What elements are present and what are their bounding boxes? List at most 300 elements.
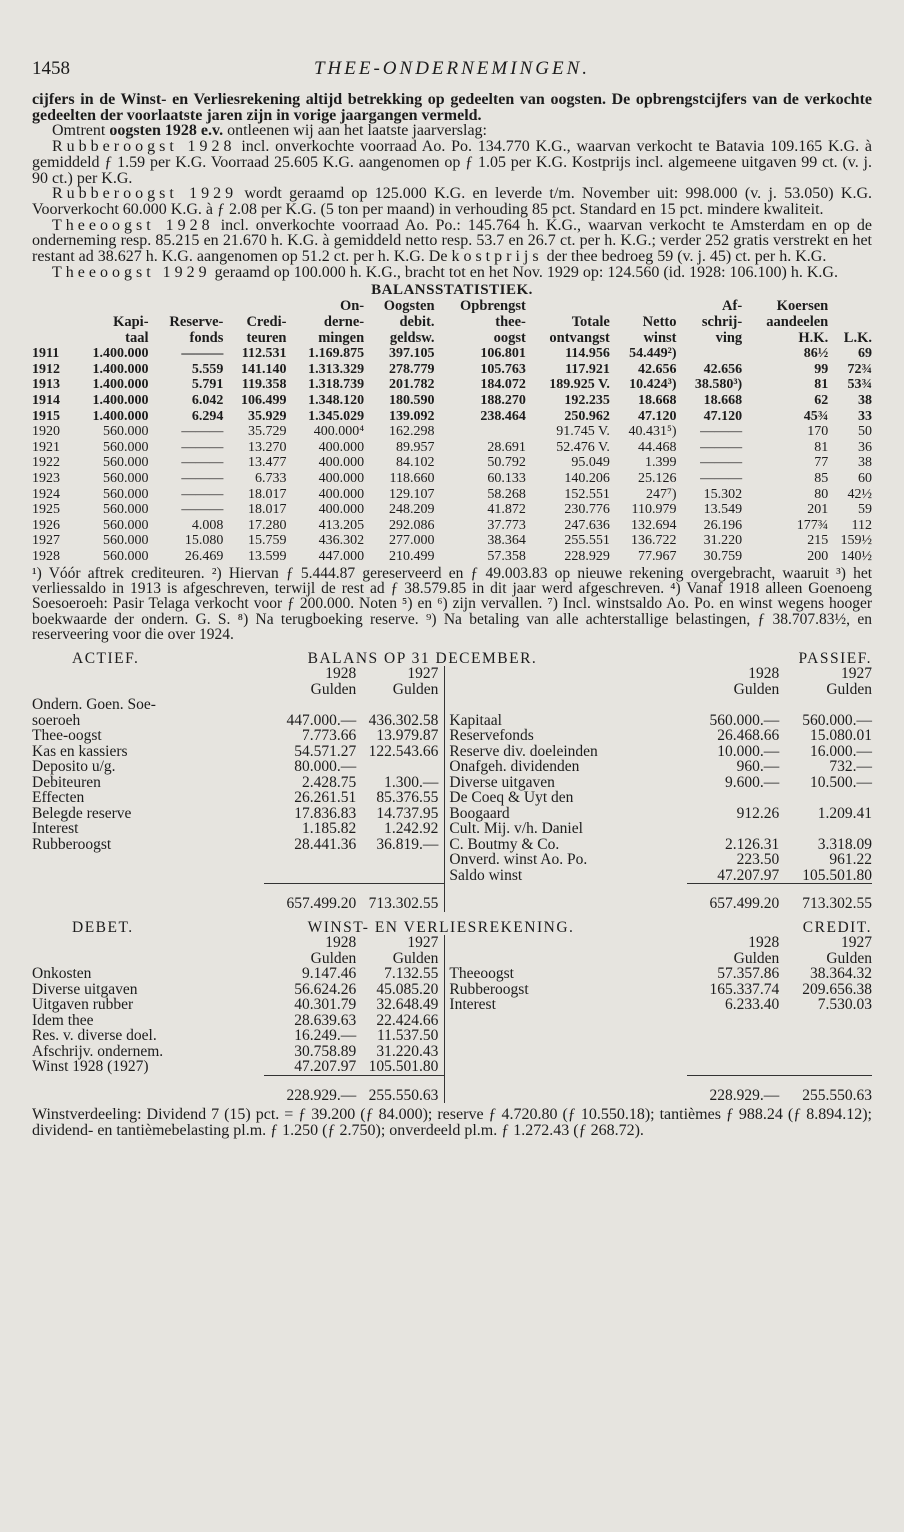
table-cell: 47.120 bbox=[703, 408, 743, 424]
account-label: Kas en kassiers bbox=[32, 742, 128, 760]
table-cell: 278.779 bbox=[389, 361, 435, 377]
table-row bbox=[32, 821, 872, 837]
stats-header-row bbox=[32, 299, 872, 315]
balansstatistiek-table bbox=[32, 299, 872, 564]
oogsten-heading: oogsten 1928 e.v. bbox=[109, 122, 224, 140]
amount-cell bbox=[356, 697, 445, 713]
table-cell: 47.120 bbox=[637, 408, 677, 424]
table-cell: 99 bbox=[814, 361, 829, 377]
table-cell: 10.424³) bbox=[629, 377, 677, 393]
amount-cell: 1.300.— bbox=[356, 775, 445, 791]
table-row bbox=[32, 1059, 872, 1075]
amount-cell: 960.— bbox=[736, 758, 780, 776]
balans-total-1927-actief: 713.302.55 bbox=[356, 884, 445, 912]
amount-cell: 1.185.82 bbox=[302, 820, 357, 838]
year-cell: 1926 bbox=[32, 517, 60, 533]
table-cell: 188.270 bbox=[480, 393, 526, 408]
table-cell: 42½ bbox=[847, 486, 872, 502]
account-label bbox=[445, 697, 687, 713]
amount-cell: 7.530.03 bbox=[817, 996, 872, 1014]
table-row bbox=[32, 518, 872, 534]
table-cell: 170 bbox=[807, 424, 829, 440]
amount-cell: 14.737.95 bbox=[356, 806, 445, 822]
account-label: Deposito u/g. bbox=[32, 758, 116, 776]
table-row bbox=[32, 790, 872, 806]
table-row bbox=[32, 393, 872, 409]
table-cell: 15.080 bbox=[184, 533, 224, 549]
column-header: Kapi- bbox=[113, 314, 149, 331]
column-header bbox=[828, 299, 872, 315]
amount-cell: 1.209.41 bbox=[817, 804, 872, 822]
amount-cell: 17.836.83 bbox=[294, 804, 357, 822]
table-cell: 152.551 bbox=[564, 486, 610, 502]
account-label: Ondern. Goen. Soe- bbox=[32, 696, 156, 714]
amount-cell: 10.500.— bbox=[810, 773, 872, 791]
winst-verlies-title: WINST- EN VERLIESREKENING. bbox=[307, 918, 575, 936]
paragraph-rubber-1929: Rubberoogst 1929 wordt geraamd op 125.000 K.G. en leverde t/m. November uit: 998.000 (v. j. 53.050) K.G. Voorverkocht 60.000 K.G. à ƒ 2.08 per K.G. (5 ton per maand) in verhouding 85 pct. Standard en 15 pct. mindere kwaliteit. bbox=[32, 185, 872, 218]
table-cell: 6.294 bbox=[191, 408, 224, 424]
wv-total-1928-debet: 228.929.— bbox=[264, 1075, 357, 1103]
column-header: winst bbox=[643, 329, 677, 346]
table-cell: 400.000 bbox=[318, 502, 365, 518]
table-cell: ——— bbox=[181, 424, 224, 440]
table-row bbox=[32, 982, 872, 998]
account-label: Diverse uitgaven bbox=[449, 773, 555, 791]
passief-title: PASSIEF. bbox=[798, 649, 872, 667]
amount-cell: 32.648.49 bbox=[356, 997, 445, 1013]
table-cell: 28.691 bbox=[487, 439, 526, 455]
amount-cell: 57.357.86 bbox=[717, 965, 780, 983]
table-cell: 106.801 bbox=[480, 346, 526, 362]
table-cell: 215 bbox=[807, 533, 829, 549]
debet-title: DEBET. bbox=[72, 918, 134, 936]
amount-cell: 165.337.74 bbox=[709, 980, 780, 998]
table-cell: 58.268 bbox=[487, 486, 526, 502]
table-row bbox=[32, 744, 872, 760]
amount-cell: 3.318.09 bbox=[817, 835, 872, 853]
table-cell: 13.599 bbox=[247, 548, 287, 564]
amount-cell: 105.501.80 bbox=[356, 1059, 445, 1075]
table-cell: 77.967 bbox=[637, 548, 677, 564]
table-cell: 114.956 bbox=[565, 346, 610, 362]
table-cell: 201 bbox=[807, 502, 829, 518]
amount-cell: 85.376.55 bbox=[356, 790, 445, 806]
table-cell: 112.531 bbox=[241, 346, 287, 362]
table-cell: 136.722 bbox=[630, 533, 677, 549]
table-cell: 250.962 bbox=[564, 408, 610, 424]
table-cell: 1.400.000 bbox=[92, 377, 149, 393]
table-cell: 95.049 bbox=[571, 455, 610, 471]
table-cell: 560.000 bbox=[103, 533, 149, 549]
column-header: aandeelen bbox=[766, 314, 829, 331]
column-header: Af- bbox=[722, 298, 743, 315]
table-cell: 81 bbox=[814, 439, 829, 455]
column-header: Oogsten bbox=[383, 298, 435, 315]
table-cell: 1.400.000 bbox=[92, 408, 149, 424]
table-cell: 277.000 bbox=[389, 533, 435, 549]
paragraph-rubber-1928: Rubberoogst 1928 incl. onverkochte voorraad Ao. Po. 134.770 K.G., waarvan verkocht te Batavia 109.165 K.G. à gemiddeld ƒ 1.59 per K.G. Voorraad 25.605 K.G. aangenomen op ƒ 1.05 per K.G. Kostprijs incl. algemeene uitgaven 99 ct. (v. j. 90 ct.) per K.G. bbox=[32, 138, 872, 187]
account-label: Effecten bbox=[32, 789, 85, 807]
stats-header-row bbox=[32, 315, 872, 331]
table-row bbox=[32, 471, 872, 487]
table-cell: 560.000 bbox=[103, 548, 149, 564]
column-header: Opbrengst bbox=[460, 298, 526, 315]
column-header: ontvangst bbox=[549, 329, 610, 346]
table-cell: ——— bbox=[181, 486, 224, 502]
table-cell: 44.468 bbox=[637, 439, 677, 455]
amount-cell: 2.126.31 bbox=[725, 835, 780, 853]
footnotes: ¹) Vóór aftrek crediteuren. ²) Hiervan ƒ 5.444.87 gereserveerd en ƒ 49.003.83 op nieuwe rekening overgebracht, waaruit ³) het verliessaldo in 1913 is afgeschreven, terwijl de rest ad ƒ 38.579.85 in dit jaar werd afgeschreven. ⁴) Vanaf 1918 alleen Goenoeng Soesoeroeh: Pasir Telaga verkocht voor ƒ 200.000. Noten ⁵) en ⁶) zijn vervallen. ⁷) Incl. winstsaldo Ao. Po. en winst wegens hooger boekwaarde der ondern. G. S. ⁸) Na terugboeking reserve. ⁹) Na betaling van alle achterstallige belastingen, ƒ 38.707.83½, en reserveering voor die over 1924. bbox=[32, 564, 872, 644]
year-cell: 1911 bbox=[32, 346, 60, 362]
intro-paragraph: cijfers in de Winst- en Verliesrekening altijd betrekking op gedeelten van oogsten. De opbrengstcijfers van de verkochte gedeelten der voorlaatste jaren zijn in vorige jaargangen vermeld. bbox=[32, 91, 872, 124]
amount-cell: 31.220.43 bbox=[356, 1044, 445, 1060]
table-cell: 184.072 bbox=[480, 377, 526, 393]
table-cell: 38.580³) bbox=[694, 377, 743, 393]
table-cell: 560.000 bbox=[103, 439, 149, 455]
column-header: L.K. bbox=[843, 329, 872, 346]
table-cell: 50 bbox=[858, 424, 872, 440]
account-label: Rubberoogst bbox=[449, 980, 529, 998]
amount-cell: 38.364.32 bbox=[810, 965, 872, 983]
table-cell: 40.431⁵) bbox=[628, 424, 677, 440]
table-row bbox=[32, 455, 872, 471]
column-header: thee- bbox=[495, 314, 526, 331]
column-header bbox=[71, 299, 149, 315]
amount-cell: 13.979.87 bbox=[356, 728, 445, 744]
amount-cell: 2.428.75 bbox=[302, 773, 357, 791]
page-number: 1458 bbox=[32, 58, 70, 79]
column-header: schrij- bbox=[701, 314, 743, 331]
year-cell: 1913 bbox=[32, 377, 60, 393]
column-header: Koersen bbox=[776, 298, 829, 315]
amount-cell: 54.571.27 bbox=[294, 742, 357, 760]
year-cell: 1921 bbox=[32, 439, 60, 455]
table-cell: 201.782 bbox=[389, 377, 435, 393]
table-cell: 117.921 bbox=[565, 361, 610, 377]
table-cell: ——— bbox=[181, 470, 224, 486]
amount-cell: 436.302.58 bbox=[356, 713, 445, 729]
paragraph-oogsten: Omtrent oogsten 1928 e.v. ontleenen wij aan het laatste jaarverslag: bbox=[52, 122, 487, 140]
account-label: Winst 1928 (1927) bbox=[32, 1058, 149, 1076]
amount-cell: 7.773.66 bbox=[302, 727, 357, 745]
table-cell: ——— bbox=[181, 346, 224, 362]
table-cell: 4.008 bbox=[191, 517, 224, 533]
table-cell: 141.140 bbox=[240, 361, 287, 377]
account-label: Theeoogst bbox=[449, 965, 514, 983]
table-cell: 162.298 bbox=[389, 424, 435, 440]
table-cell: 105.763 bbox=[480, 361, 526, 377]
table-cell bbox=[435, 424, 526, 440]
amount-cell: 912.26 bbox=[736, 804, 780, 822]
table-row bbox=[32, 837, 872, 853]
table-cell: 18.017 bbox=[247, 486, 287, 502]
amount-cell: 1.242.92 bbox=[356, 821, 445, 837]
year-cell: 1920 bbox=[32, 424, 60, 440]
table-cell: 255.551 bbox=[564, 533, 610, 549]
table-cell: 26.469 bbox=[184, 548, 224, 564]
column-header bbox=[610, 299, 677, 315]
table-cell: 5.791 bbox=[191, 377, 224, 393]
table-cell: 37.773 bbox=[487, 517, 526, 533]
table-row bbox=[32, 806, 872, 822]
account-label: Reservefonds bbox=[449, 727, 534, 745]
amount-cell: 16.249.— bbox=[294, 1027, 357, 1045]
table-cell: 25.126 bbox=[637, 470, 677, 486]
column-header: Netto bbox=[642, 314, 677, 331]
amount-cell: 30.758.89 bbox=[294, 1042, 357, 1060]
year-cell: 1927 bbox=[32, 533, 60, 549]
amount-cell: 6.233.40 bbox=[725, 996, 780, 1014]
table-cell: 560.000 bbox=[103, 486, 149, 502]
table-cell: ——— bbox=[700, 470, 743, 486]
table-cell: 41.872 bbox=[487, 502, 526, 518]
column-header: geldsw. bbox=[389, 329, 435, 346]
table-cell: 560.000 bbox=[103, 470, 149, 486]
column-header: teuren bbox=[246, 329, 287, 346]
table-cell: 1.313.329 bbox=[308, 361, 365, 377]
table-cell: 60 bbox=[858, 470, 872, 486]
table-cell: 26.196 bbox=[703, 517, 743, 533]
account-label: Cult. Mij. v/h. Daniel bbox=[449, 820, 583, 838]
table-row bbox=[32, 549, 872, 565]
table-cell: 1.348.120 bbox=[308, 393, 365, 408]
account-label: soeroeh bbox=[32, 711, 81, 729]
table-cell: 1.400.000 bbox=[92, 361, 149, 377]
amount-cell: 7.132.55 bbox=[356, 966, 445, 982]
table-cell: 38 bbox=[858, 393, 872, 408]
table-cell: 560.000 bbox=[103, 502, 149, 518]
table-cell: 159½ bbox=[840, 533, 872, 549]
column-header: taal bbox=[125, 329, 149, 346]
balans-total-1927-passief: 713.302.55 bbox=[779, 884, 872, 912]
paragraph-thee-1928: Theeoogst 1928 incl. onverkochte voorraad Ao. Po.: 145.764 h. K.G., waarvan verkocht te Amsterdam en op de onderneming resp. 85.215 en 21.670 h. K.G. à gemiddeld netto resp. 53.7 en 26.7 ct. per h. K.G.; verder 252 gratis verstrekt en het restant ad 38.627 h. K.G. aangenomen op 51.2 ct. per h. K.G. De kostprijs der thee bedroeg 59 (v. j. 45) ct. per h. K.G. bbox=[32, 216, 872, 266]
table-cell: 247⁷) bbox=[645, 486, 677, 502]
amount-cell: 26.261.51 bbox=[294, 789, 357, 807]
table-cell: 35.729 bbox=[247, 424, 287, 440]
amount-cell bbox=[687, 790, 780, 806]
year-cell: 1914 bbox=[32, 393, 60, 408]
amount-cell: 15.080.01 bbox=[810, 727, 872, 745]
account-label: Res. v. diverse doel. bbox=[32, 1027, 157, 1045]
account-label: Belegde reserve bbox=[32, 804, 132, 822]
actief-title: ACTIEF. bbox=[72, 649, 140, 667]
account-label: Debiteuren bbox=[32, 773, 101, 791]
amount-cell: 16.000.— bbox=[810, 742, 872, 760]
table-row bbox=[32, 502, 872, 518]
winst-verlies-table: DEBET. WINST- EN VERLIESREKENING. CREDIT. 1928 1927 1928 1927 Gulden Gulden Gulden Gulden Onkosten 9.147.46 7.132.55 Theeoogst 57.357.86 38.364.32 Diverse uitgaven 56.624.26 45.085.20 Rubberoogst 165.337.74 209.656.38 Uitgaven rubber 40.301.79 32.648.49 Interest 6.233.40 7.530.03 Idem thee 28.639.63 22.424.66 Res. v. diverse doel. 16.249.— 11.537.50 Afschrijv. ondernem. 30.758.89 31.220.43 Winst 1928 (1927) 47.207.97 105.501.80 228.929.— 255.550.63 228.929.— 255.550.63 bbox=[32, 918, 872, 1104]
table-cell: 436.302 bbox=[318, 533, 365, 549]
table-cell: 80 bbox=[814, 486, 829, 502]
table-cell: 52.476 V. bbox=[556, 439, 610, 455]
account-label: C. Boutmy & Co. bbox=[449, 835, 560, 853]
table-cell: 89.957 bbox=[396, 439, 435, 455]
table-row bbox=[32, 1013, 872, 1029]
account-label: Afschrijv. ondernem. bbox=[32, 1042, 164, 1060]
year-cell: 1928 bbox=[32, 548, 60, 564]
table-cell: 38 bbox=[858, 455, 872, 471]
table-cell: 81 bbox=[814, 377, 829, 393]
account-label: Kapitaal bbox=[449, 711, 502, 729]
table-cell: 42.656 bbox=[703, 361, 743, 377]
account-label: Interest bbox=[449, 996, 496, 1014]
table-cell: ——— bbox=[700, 455, 743, 471]
column-header: fonds bbox=[189, 329, 224, 346]
account-label: Saldo winst bbox=[449, 866, 523, 884]
table-cell: 13.477 bbox=[247, 455, 287, 471]
stats-header-row bbox=[32, 331, 872, 347]
table-cell: 13.270 bbox=[247, 439, 287, 455]
table-row bbox=[32, 1044, 872, 1060]
table-cell: 400.000 bbox=[318, 455, 365, 471]
table-cell: 69 bbox=[858, 346, 872, 362]
account-label: Idem thee bbox=[32, 1011, 94, 1029]
table-cell: 62 bbox=[814, 393, 829, 408]
amount-cell: 447.000.— bbox=[286, 711, 357, 729]
table-cell: 35.929 bbox=[247, 408, 287, 424]
column-header: mingen bbox=[318, 329, 365, 346]
account-label: Thee-oogst bbox=[32, 727, 102, 745]
table-row bbox=[32, 533, 872, 549]
amount-cell bbox=[779, 697, 872, 713]
credit-title: CREDIT. bbox=[802, 918, 872, 936]
table-cell: 1.345.029 bbox=[308, 408, 365, 424]
balansstatistiek-title: BALANSSTATISTIEK. bbox=[371, 282, 533, 299]
table-cell bbox=[676, 346, 742, 362]
table-cell: 57.358 bbox=[487, 548, 526, 564]
balans-total-1928-passief: 657.499.20 bbox=[687, 884, 780, 912]
year-cell: 1925 bbox=[32, 502, 60, 518]
table-cell: 400.000 bbox=[318, 470, 365, 486]
table-cell: 36 bbox=[858, 439, 872, 455]
amount-cell: 40.301.79 bbox=[294, 996, 357, 1014]
table-cell: 42.656 bbox=[637, 361, 677, 377]
table-cell: 140½ bbox=[840, 548, 872, 564]
column-header bbox=[149, 299, 224, 315]
table-cell: 77 bbox=[814, 455, 829, 471]
table-cell: ——— bbox=[700, 439, 743, 455]
wv-total-1927-credit: 255.550.63 bbox=[779, 1075, 872, 1103]
table-row bbox=[32, 377, 872, 393]
amount-cell: 28.639.63 bbox=[294, 1011, 357, 1029]
column-header: H.K. bbox=[798, 329, 829, 346]
table-cell: 118.660 bbox=[389, 470, 435, 486]
table-cell: ——— bbox=[700, 424, 743, 440]
table-cell: 72¾ bbox=[847, 361, 872, 377]
table-cell: 247.636 bbox=[564, 517, 610, 533]
table-cell: 192.235 bbox=[564, 393, 610, 408]
amount-cell: 209.656.38 bbox=[802, 980, 872, 998]
column-header: Credi- bbox=[246, 314, 287, 331]
column-header: Reserve- bbox=[169, 314, 224, 331]
table-cell: 200 bbox=[807, 548, 829, 564]
table-cell: 30.759 bbox=[703, 548, 743, 564]
table-cell: 15.759 bbox=[247, 533, 287, 549]
column-header bbox=[32, 299, 71, 315]
table-cell: 38.364 bbox=[487, 533, 526, 549]
table-cell: 238.464 bbox=[480, 408, 526, 424]
amount-cell bbox=[779, 821, 872, 837]
table-cell: 85 bbox=[814, 470, 829, 486]
amount-cell: 560.000.— bbox=[709, 711, 780, 729]
running-title: THEE-ONDERNEMINGEN. bbox=[313, 58, 590, 79]
table-cell: 1.318.739 bbox=[308, 377, 365, 393]
column-header: On- bbox=[339, 298, 365, 315]
table-row bbox=[32, 775, 872, 791]
table-cell: 292.086 bbox=[389, 517, 435, 533]
table-cell: 1.399 bbox=[644, 455, 677, 471]
amount-cell: 28.441.36 bbox=[294, 835, 357, 853]
table-cell: 6.042 bbox=[191, 393, 224, 408]
table-cell: 248.209 bbox=[389, 502, 435, 518]
table-row bbox=[32, 997, 872, 1013]
table-cell: 13.549 bbox=[703, 502, 743, 518]
table-row bbox=[32, 346, 872, 362]
table-row bbox=[32, 1028, 872, 1044]
table-row bbox=[32, 966, 872, 982]
account-label: Reserve div. doeleinden bbox=[449, 742, 598, 760]
amount-cell: 22.424.66 bbox=[356, 1013, 445, 1029]
balans-total-1928-actief: 657.499.20 bbox=[264, 884, 357, 912]
column-header bbox=[32, 315, 71, 331]
table-cell: 18.017 bbox=[247, 502, 287, 518]
amount-cell: 47.207.97 bbox=[294, 1058, 357, 1076]
table-cell: 400.000 bbox=[318, 439, 365, 455]
amount-cell: 223.50 bbox=[736, 851, 780, 869]
table-cell: 560.000 bbox=[103, 424, 149, 440]
year-cell: 1923 bbox=[32, 470, 60, 486]
table-cell: 33 bbox=[858, 408, 872, 424]
year-cell: 1915 bbox=[32, 408, 60, 424]
table-cell: 6.733 bbox=[254, 470, 287, 486]
table-row bbox=[32, 440, 872, 456]
column-header: oogst bbox=[493, 329, 526, 346]
amount-cell: 9.600.— bbox=[725, 773, 780, 791]
amount-cell: 105.501.80 bbox=[802, 866, 872, 884]
column-header bbox=[828, 315, 872, 331]
wv-total-1928-credit: 228.929.— bbox=[687, 1075, 780, 1103]
table-row bbox=[32, 868, 872, 884]
table-row bbox=[32, 409, 872, 425]
amount-cell bbox=[356, 759, 445, 775]
table-cell: 140.206 bbox=[564, 470, 610, 486]
account-label: Uitgaven rubber bbox=[32, 996, 134, 1014]
table-cell: 84.102 bbox=[396, 455, 435, 471]
amount-cell bbox=[779, 790, 872, 806]
table-cell: 230.776 bbox=[564, 502, 610, 518]
table-cell: 31.220 bbox=[703, 533, 743, 549]
balans-title: BALANS OP 31 DECEMBER. bbox=[307, 649, 538, 667]
table-cell: 54.449²) bbox=[629, 346, 677, 362]
column-header bbox=[32, 331, 71, 347]
year-cell: 1912 bbox=[32, 361, 60, 377]
column-header bbox=[526, 299, 610, 315]
table-cell: 189.925 V. bbox=[549, 377, 610, 393]
table-cell: 15.302 bbox=[703, 486, 743, 502]
table-cell: 53¾ bbox=[847, 377, 872, 393]
table-cell: 177¾ bbox=[796, 517, 829, 533]
column-header: debit. bbox=[399, 314, 435, 331]
account-label: Onafgeh. dividenden bbox=[449, 758, 580, 776]
balans-table: ACTIEF. BALANS OP 31 DECEMBER. PASSIEF. 1928 1927 1928 1927 Gulden Gulden Gulden Gulden Ondern. Goen. Soe- soeroeh 447.000.— 436.302.58 Kapitaal 560.000.— 560.000.— Thee-oogst 7.773.66 13.979.87 Reservefonds 26.468.66 15.080.01 Kas en kassiers 54.571.27 122.543.66 Reserve div. doeleinden 10.000.— 16.000.— Deposito u/g. 80.000.— Onafgeh. dividenden 960.— 732.— Debiteuren 2.428.75 1.300.— Diverse uitgaven 9.600.— 10.500.— Effecten 26.261.51 85.376.55 De Coeq & Uyt den Belegde reserve 17.836.83 14.737.95 Boogaard 912.26 1.209.41 Interest 1.185.82 1.242.92 Cult. Mij. v/h. Daniel Rubberoogst 28.441.36 36.819.— C. Boutmy & Co. 2.126.31 3.318.09 Onverd. winst Ao. Po. 223.50 961.22 Saldo winst 47.207.97 105.501.80 657.499.20 713.302.55 657.499.20 713.302.55 bbox=[32, 649, 872, 913]
table-cell: 119.358 bbox=[241, 377, 287, 393]
table-cell: 210.499 bbox=[389, 548, 435, 564]
table-cell: 560.000 bbox=[103, 455, 149, 471]
amount-cell: 11.537.50 bbox=[356, 1028, 445, 1044]
amount-cell: 10.000.— bbox=[717, 742, 780, 760]
account-label: Rubberoogst bbox=[32, 835, 112, 853]
table-row bbox=[32, 424, 872, 440]
table-row bbox=[32, 759, 872, 775]
